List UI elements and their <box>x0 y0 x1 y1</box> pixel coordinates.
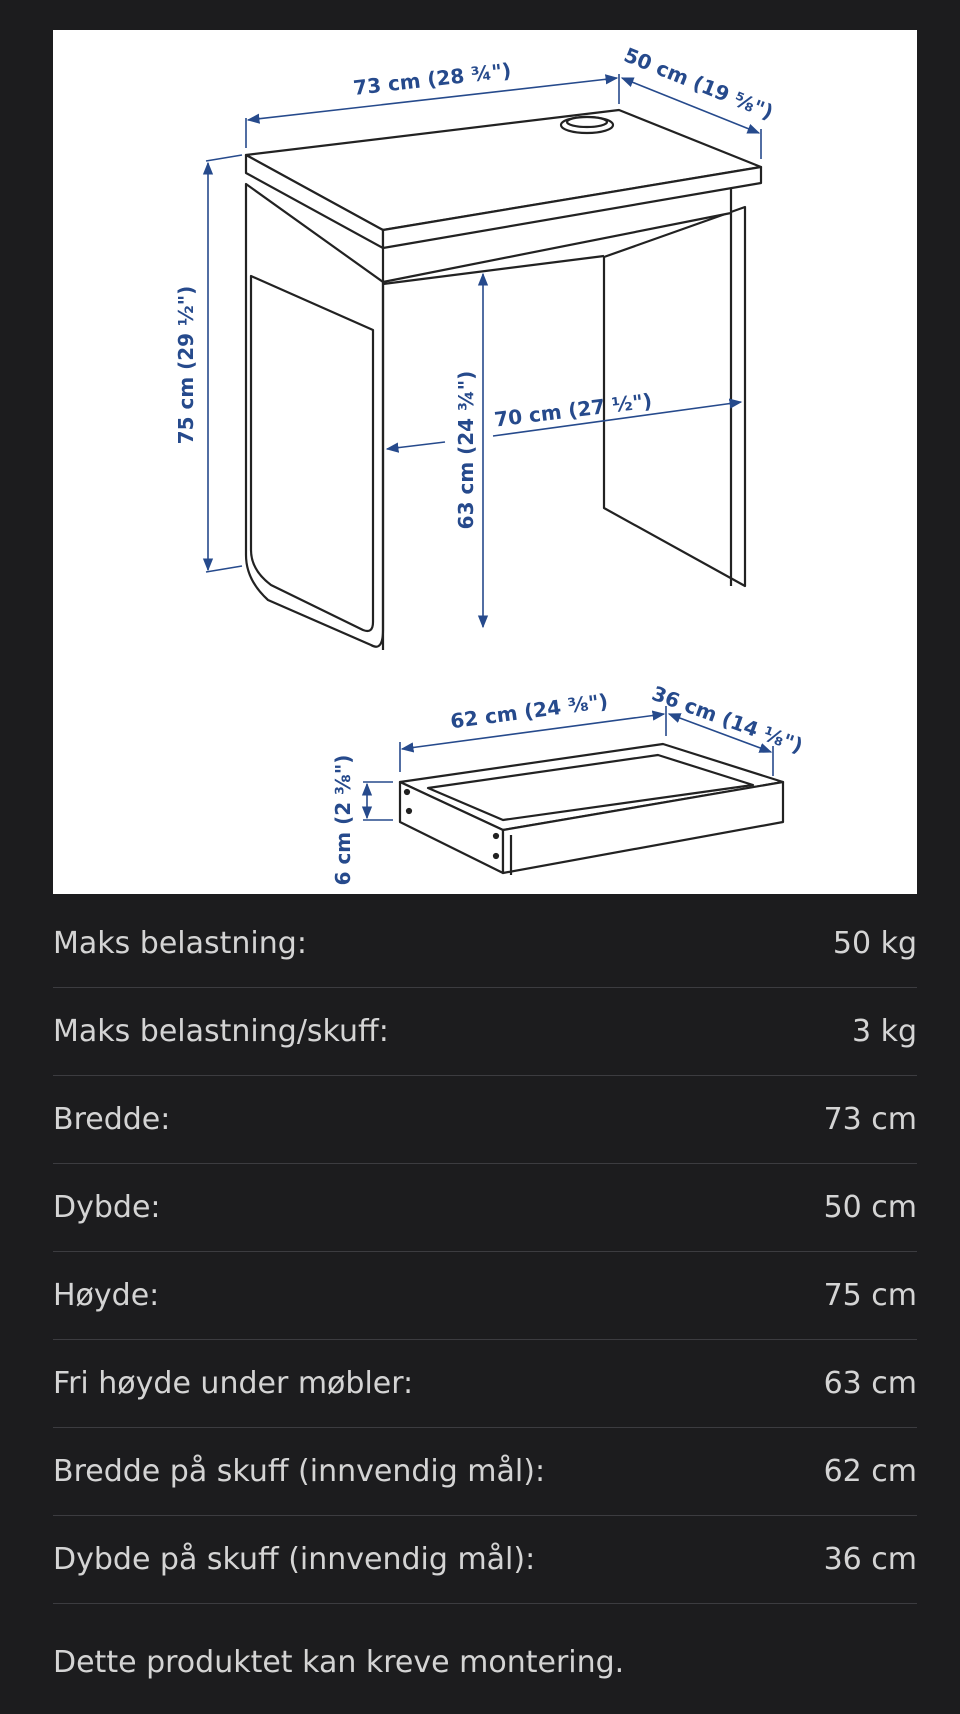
spec-row-depth <box>53 1164 917 1252</box>
spec-label: Dybde på skuff (innvendig mål): <box>53 1542 536 1577</box>
spec-row-drawer-depth <box>53 1516 917 1604</box>
spec-row-height <box>53 1252 917 1340</box>
spec-value: 50 kg <box>832 926 917 961</box>
spec-label: Bredde på skuff (innvendig mål): <box>53 1454 546 1489</box>
spec-value: 3 kg <box>851 1014 917 1049</box>
spec-label: Dybde: <box>53 1190 161 1225</box>
spec-label: Maks belastning/skuff: <box>53 1014 389 1049</box>
spec-value: 73 cm <box>823 1102 917 1137</box>
spec-row-clearance <box>53 1340 917 1428</box>
desk-illustration <box>246 110 761 650</box>
spec-value: 63 cm <box>823 1366 917 1401</box>
desk-clearance-label: 63 cm (24 ¾") <box>454 370 478 530</box>
spec-label: Fri høyde under møbler: <box>53 1366 414 1401</box>
spec-list <box>53 900 917 1604</box>
desk-height-label: 75 cm (29 ½") <box>174 285 198 445</box>
spec-row-max-load-drawer <box>53 988 917 1076</box>
dimension-diagram <box>53 30 917 894</box>
drawer-width-label: 62 cm (24 ⅜") <box>448 688 610 734</box>
drawer-height-label: 6 cm (2 ⅜") <box>331 754 355 886</box>
spec-row-max-load <box>53 900 917 988</box>
desk-depth-label: 50 cm (19 ⅝") <box>620 42 777 125</box>
spec-value: 36 cm <box>823 1542 917 1577</box>
spec-row-drawer-width <box>53 1428 917 1516</box>
drawer-illustration <box>400 744 783 875</box>
spec-value: 62 cm <box>823 1454 917 1489</box>
assembly-note: Dette produktet kan kreve montering. <box>53 1645 625 1680</box>
desk-inner-width-label: 70 cm (27 ½") <box>492 388 654 432</box>
spec-label: Høyde: <box>53 1278 160 1313</box>
spec-row-width <box>53 1076 917 1164</box>
spec-value: 75 cm <box>823 1278 917 1313</box>
desk-width-label: 73 cm (28 ¾") <box>352 58 513 100</box>
spec-value: 50 cm <box>823 1190 917 1225</box>
drawer-depth-label: 36 cm (14 ⅛") <box>648 681 807 758</box>
spec-label: Maks belastning: <box>53 926 307 961</box>
spec-label: Bredde: <box>53 1102 171 1137</box>
